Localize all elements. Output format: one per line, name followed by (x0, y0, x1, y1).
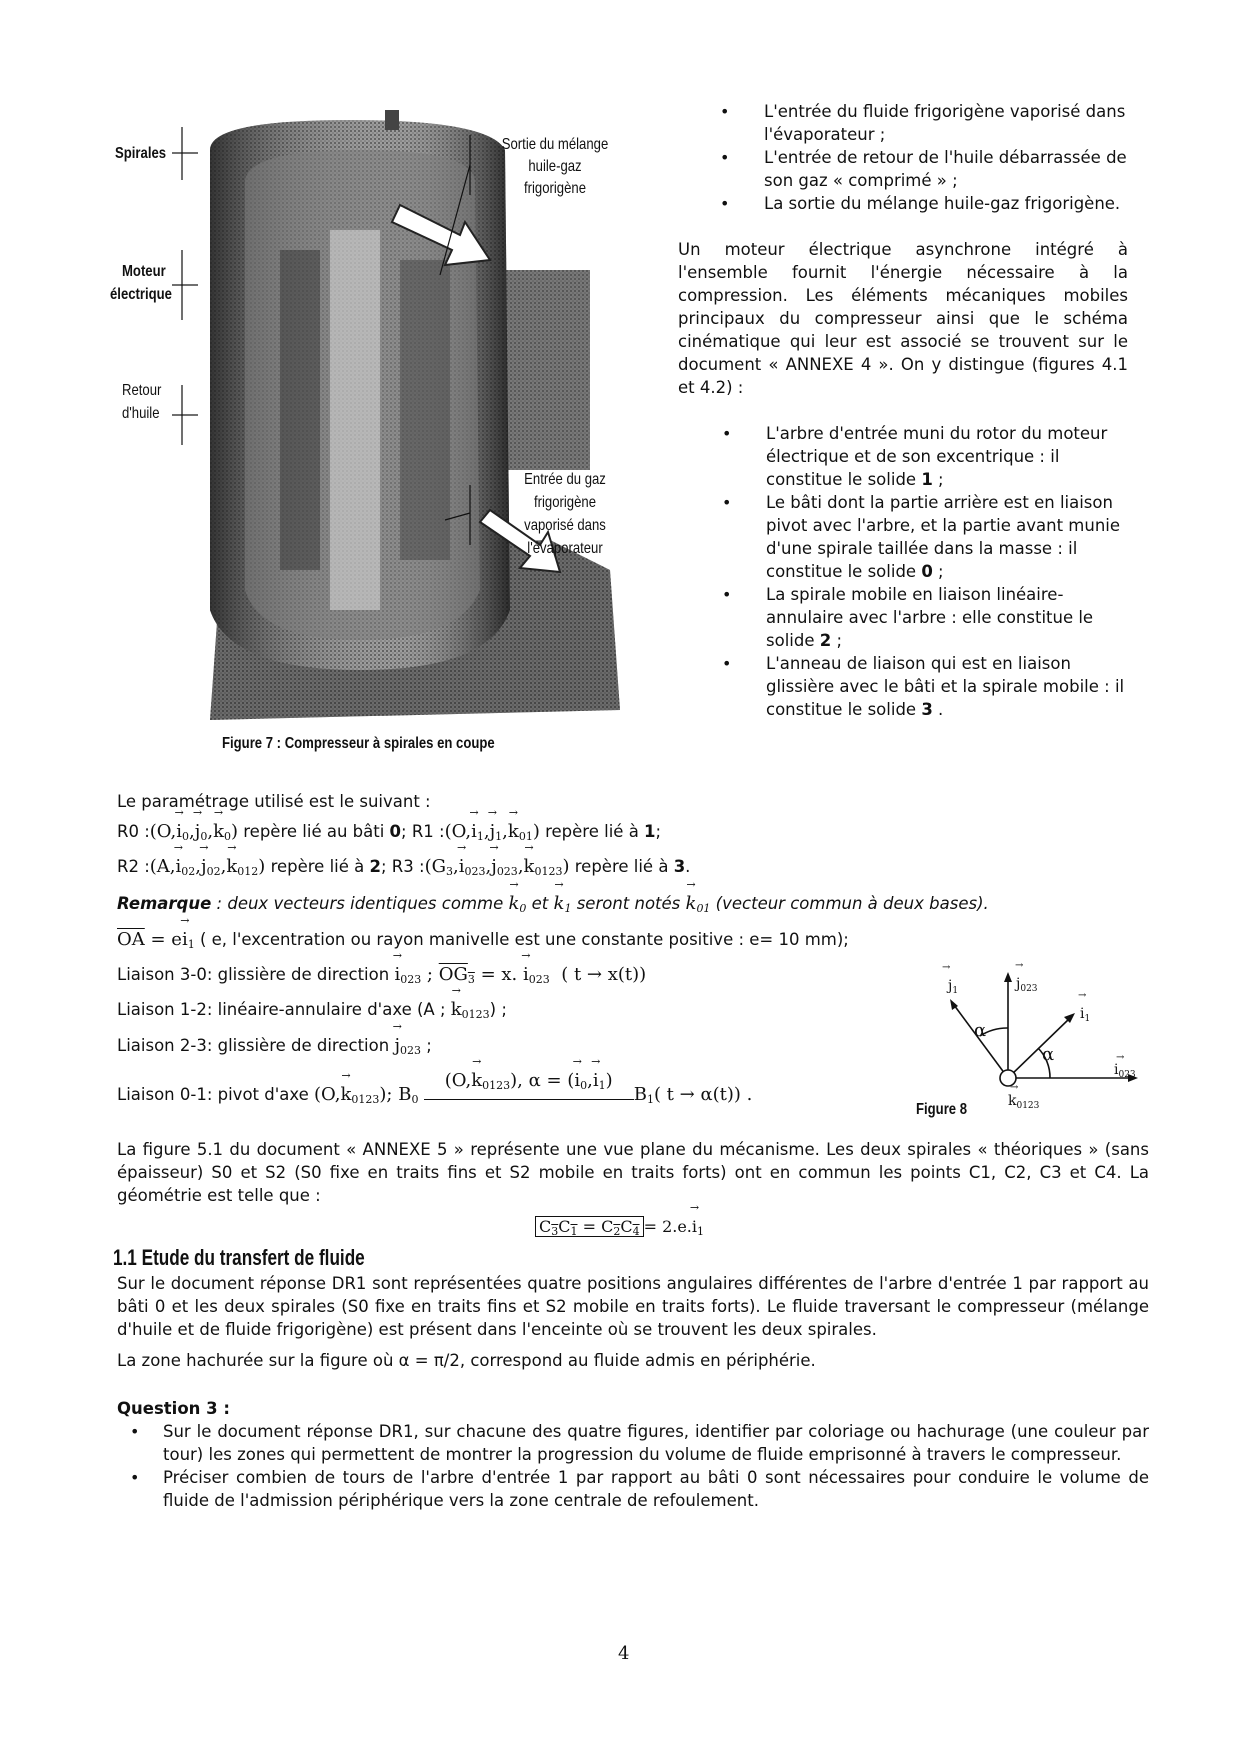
solids-bullets (722, 422, 1128, 721)
svg-text:→: → (942, 962, 951, 973)
label-entree-line1: Entrée du gaz (524, 471, 606, 488)
param-intro: Le paramétrage utilisé est le suivant : (117, 792, 431, 811)
list-item: • L'arbre d'entrée muni du rotor du moteur électrique et de son excentrique : il constitue le solide 1 ; (722, 422, 1128, 491)
list-item: • L'anneau de liaison qui est en liaison glissière avec le bâti et la spirale mobile : il constitue le solide 3 . (722, 652, 1128, 721)
motor-paragraph: Un moteur électrique asynchrone intégré à l'ensemble fournit l'énergie nécessaire à la compression. Les éléments mécaniques mobiles principaux du compresseur ainsi que le schéma cinématique qui leur est associé se trouvent sur le document « ANNEXE 4 ». On y distingue (figures 4.1 et 4.2) : (678, 240, 1128, 397)
param-r2-r3-line: R2 :(A,→ $i_{02},\to j_{02},\to k_{012}$) repère lié à 2; R3 $:(G_3,\to i_{023},\to j_{023},\to k_{0123})$ repère lié à 3. (117, 855, 690, 883)
label-moteur-line1: Moteur (122, 263, 166, 280)
section-paragraph-2: La zone hachurée sur la figure où α = π/2, correspond au fluide admis en périphérie. (117, 1351, 816, 1370)
label-i023: $i_{023}$ (1114, 1062, 1136, 1080)
label-retour-line2: d'huile (122, 405, 160, 422)
list-item: • L'entrée du fluide frigorigène vaporisé dans l'évaporateur ; (720, 100, 1128, 146)
entry-bullets (720, 100, 1128, 215)
figure-7-caption: Figure 7 : Compresseur à spirales en coupe (222, 735, 495, 752)
label-leaders-right (400, 125, 490, 585)
alpha-label-right: α (1042, 1044, 1055, 1065)
svg-text:→: → (1116, 1052, 1125, 1063)
label-brackets (170, 125, 200, 545)
label-k0123: $k_{0123}$ (1008, 1093, 1040, 1111)
list-item: • Sur le document réponse DR1, sur chacune des quatre figures, identifier par coloriage ou hachurage (une couleur par tour) les zones qui permettent de montrer la progression du volume de fluide emprisonné à travers le compresseur. (130, 1420, 1149, 1466)
figure-7 (100, 95, 680, 755)
label-sortie-line3: frigorigène (523, 180, 586, 197)
label-moteur-line2: électrique (110, 286, 172, 303)
list-item: • Préciser combien de tours de l'arbre d'entrée 1 par rapport au bâti 0 sont nécessaires pour conduire le volume de fluide de l'admission périphérique vers la zone centrale de refoulement. (130, 1466, 1149, 1512)
label-j1: $j_1$ (948, 978, 959, 996)
right-column (678, 100, 1128, 721)
label-sortie-line1: Sortie du mélange (501, 136, 609, 153)
axis-j1 (954, 1005, 1008, 1078)
label-i1: $i_1$ (1080, 1006, 1091, 1024)
question-title: Question 3 : (117, 1399, 230, 1418)
label-sortie-line2: huile-gaz (528, 158, 582, 175)
list-item: • La spirale mobile en liaison linéaire-annulaire avec l'arbre : elle constitue le solide 2 ; (722, 583, 1128, 652)
liaison-1-2: Liaison 1-2: linéaire-annulaire d'axe (A ; → $k_{0123}$) ; (117, 998, 507, 1026)
list-item: • La sortie du mélange huile-gaz frigorigène. (720, 192, 1128, 215)
label-retour-line1: Retour (122, 382, 162, 399)
c3c1-equation: $C_3C_1 = C_2C_4 = 2.e.\to i_1$ (535, 1215, 704, 1243)
label-j023: $j_{023}$ (1016, 976, 1038, 994)
svg-text:→: → (1010, 1082, 1019, 1093)
liaison-2-3: Liaison 2-3: glissière de direction → $j_{023}$ ; (117, 1034, 432, 1062)
page-number: 4 (618, 1643, 630, 1664)
remarque-line: Remarque : deux vecteurs identiques comme → $k_0$ et → $k_1$ seront notés → $k_{01}$ (vecteur commun à deux bases). (117, 892, 989, 920)
list-item: • Le bâti dont la partie arrière est en liaison pivot avec l'arbre, et la partie avant munie d'une spirale taillée dans la masse : il constitue le solide 0 ; (722, 491, 1128, 583)
question-bullets (130, 1420, 1149, 1512)
label-entree-line3: vaporisé dans (524, 517, 606, 534)
annexe-paragraph: La figure 5.1 du document « ANNEXE 5 » représente une vue plane du mécanisme. Les deux spirales « théoriques » (sans épaisseur) S0 et S2 (S0 fixe en traits fins et S2 mobile en traits forts) ont en commun les points C1, C2, C3 et C4. La géométrie est telle que : (117, 1140, 1149, 1205)
svg-text:→: → (1015, 960, 1024, 971)
figure-8-caption: Figure 8 (916, 1101, 968, 1118)
list-item: • L'entrée de retour de l'huile débarrassée de son gaz « comprimé » ; (720, 146, 1128, 192)
label-entree-line4: l'évaporateur (527, 540, 603, 557)
section-paragraph-1: Sur le document réponse DR1 sont représentées quatre positions angulaires différentes de l'arbre d'entrée 1 par rapport au bâti 0 et les deux spirales (S0 fixe en traits fins et S2 mobile en traits forts). Le fluide traversant le compresseur (mélange d'huile et de fluide frigorigène) est présent dans l'enceinte où se trouvent les deux spirales. (117, 1274, 1149, 1339)
param-r0-r1-line: R0 :(O,→ $i_0,\to j_0,\to k_0$) repère lié au bâti 0; R1 :(O,→ $i_1,\to j_1,\to k_{01}$) repère lié à 1; (117, 820, 661, 848)
oa-line: $\overline{OA} = e\to i_1$ ( e, l'excentration ou rayon manivelle est une constante positive : e= 10 mm); (117, 928, 849, 956)
liaison-0-1: Liaison 0-1: pivot d'axe $(O,\to k_{0123})$; $B_0$ $(O,\to k_{0123})$, α = (→ $i_0,\to i_1$) $B_1$( t → α(t)) . (117, 1083, 752, 1111)
svg-text:→: → (1078, 990, 1087, 1001)
label-spirales: Spirales (115, 145, 167, 162)
section-title: 1.1 Etude du transfert de fluide (113, 1245, 365, 1270)
label-entree-line2: frigorigène (533, 494, 596, 511)
alpha-label-top: α (974, 1020, 987, 1041)
liaison-3-0: Liaison 3-0: glissière de direction → $i_{023}$ ; $OG_3 = x$. → $i_{023}$ ( t → x(t)) (117, 963, 646, 991)
